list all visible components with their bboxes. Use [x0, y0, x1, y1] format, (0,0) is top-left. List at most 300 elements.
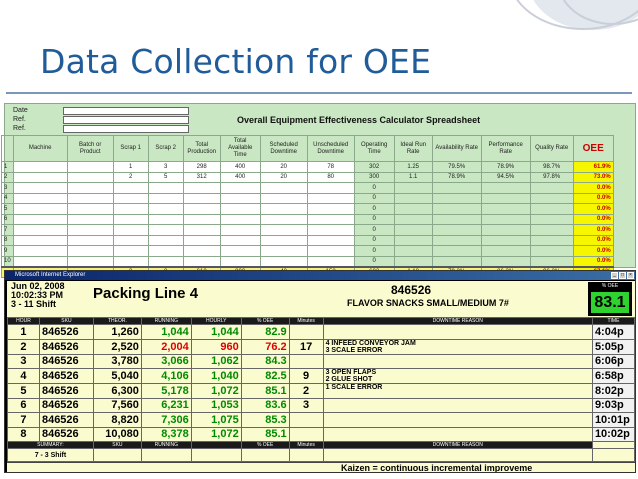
calculator-cell[interactable]: 1.1	[394, 172, 432, 183]
calculator-cell[interactable]	[260, 183, 307, 194]
calculator-cell[interactable]	[260, 235, 307, 246]
header-ideal-run-rate: Ideal Run Rate	[394, 136, 432, 162]
board-row	[8, 427, 635, 442]
board-theor-cell: 2,520	[93, 339, 141, 354]
calculator-cell[interactable]: 0	[354, 193, 394, 204]
calculator-cell[interactable]	[113, 193, 148, 204]
board-hour-cell: 3	[8, 354, 40, 369]
calculator-cell[interactable]	[220, 214, 260, 225]
calculator-cell[interactable]	[148, 193, 183, 204]
calculator-cell[interactable]	[307, 256, 354, 267]
header-scheduled-downtime: Scheduled Downtime	[260, 136, 307, 162]
header-performance-rate: Performance Rate	[481, 136, 530, 162]
board-sku-cell: 846526	[39, 325, 93, 340]
ref-input[interactable]	[63, 116, 189, 124]
calculator-cell[interactable]	[530, 193, 573, 204]
header-minutes: Minutes	[289, 318, 323, 325]
oee-indicator	[588, 282, 632, 316]
header-oee: OEE	[573, 136, 613, 162]
calculator-cell[interactable]: 98.7%	[530, 162, 573, 173]
oee-cell[interactable]: 0.0%	[573, 235, 613, 246]
summary-header-running: RUNNING	[141, 442, 191, 449]
calculator-cell[interactable]: 20	[260, 172, 307, 183]
board-time-cell: 5:05p	[592, 339, 634, 354]
board-running-cell: 1,044	[141, 325, 191, 340]
slide-corner-decoration	[488, 0, 638, 38]
board-hour-cell: 8	[8, 427, 40, 442]
calculator-cell[interactable]: 0	[354, 204, 394, 215]
calculator-cell[interactable]: 1.25	[394, 162, 432, 173]
calculator-cell[interactable]: 400	[220, 172, 260, 183]
board-oee-cell: 85.3	[241, 413, 289, 428]
calculator-cell[interactable]	[481, 183, 530, 194]
calculator-cell[interactable]	[432, 256, 481, 267]
calculator-cell[interactable]	[394, 225, 432, 236]
calculator-row	[2, 193, 614, 204]
board-running-cell: 8,378	[141, 427, 191, 442]
calculator-cell[interactable]	[113, 225, 148, 236]
calculator-cell[interactable]	[13, 235, 67, 246]
calculator-cell[interactable]	[67, 183, 113, 194]
ref-input[interactable]	[63, 125, 189, 133]
board-rows	[8, 325, 635, 442]
calculator-cell[interactable]: 300	[354, 172, 394, 183]
downtime-reason-text: 1 SCALE ERROR	[325, 384, 383, 391]
calculator-cell[interactable]	[307, 246, 354, 257]
board-theor-cell: 3,780	[93, 354, 141, 369]
board-theor-cell: 5,040	[93, 369, 141, 384]
board-hour-cell: 2	[8, 339, 40, 354]
calculator-cell[interactable]: 302	[354, 162, 394, 173]
board-hour-cell: 6	[8, 398, 40, 413]
slide-title: Data Collection for OEE	[40, 42, 432, 81]
calculator-cell[interactable]	[183, 214, 220, 225]
calculator-cell[interactable]	[481, 214, 530, 225]
row-number-cell[interactable]: 10	[2, 256, 14, 267]
calculator-cell[interactable]	[432, 193, 481, 204]
calculator-cell[interactable]	[13, 162, 67, 173]
calculator-cell[interactable]	[113, 235, 148, 246]
downtime-reason-text: 4 INFEED CONVEYOR JAM	[325, 339, 416, 347]
calculator-cell[interactable]	[307, 214, 354, 225]
board-sku-cell: 846526	[39, 369, 93, 384]
header-theor: THEOR.	[93, 318, 141, 325]
oee-cell[interactable]: 0.0%	[573, 256, 613, 267]
board-time-cell: 9:03p	[592, 398, 634, 413]
calculator-cell[interactable]	[183, 235, 220, 246]
row-number-cell[interactable]: 2	[2, 172, 14, 183]
calculator-cell[interactable]: 79.5%	[432, 162, 481, 173]
board-row	[8, 398, 635, 413]
oee-cell[interactable]: 73.0%	[573, 172, 613, 183]
oee-cell[interactable]: 0.0%	[573, 193, 613, 204]
calculator-row	[2, 183, 614, 194]
row-number-cell[interactable]: 7	[2, 225, 14, 236]
calculator-cell[interactable]	[530, 246, 573, 257]
date-input[interactable]	[63, 107, 189, 115]
board-time-cell: 6:06p	[592, 354, 634, 369]
summary-header-downtime: DOWNTIME REASON	[323, 442, 592, 449]
calculator-cell[interactable]	[394, 214, 432, 225]
board-running-cell: 7,306	[141, 413, 191, 428]
board-hourly-cell: 1,075	[191, 413, 241, 428]
board-time-cell: 4:04p	[592, 325, 634, 340]
header-machine: Machine	[13, 136, 67, 162]
calculator-cell[interactable]	[530, 256, 573, 267]
header-scrap1: Scrap 1	[113, 136, 148, 162]
calculator-cell[interactable]	[432, 214, 481, 225]
calculator-cell[interactable]	[113, 246, 148, 257]
calculator-cell[interactable]	[530, 225, 573, 236]
board-sku-cell: 846526	[39, 413, 93, 428]
row-number-cell[interactable]: 1	[2, 162, 14, 173]
board-row	[8, 413, 635, 428]
kaizen-text: Kaizen = continuous incremental improveme	[341, 463, 533, 473]
calculator-cell[interactable]	[67, 204, 113, 215]
calculator-cell[interactable]	[307, 225, 354, 236]
calculator-cell[interactable]	[481, 256, 530, 267]
calculator-cell[interactable]	[481, 225, 530, 236]
board-running-cell: 5,178	[141, 384, 191, 399]
calculator-cell[interactable]	[530, 204, 573, 215]
calculator-cell[interactable]	[220, 256, 260, 267]
board-hour-cell: 4	[8, 369, 40, 384]
calculator-cell[interactable]	[432, 225, 481, 236]
calculator-cell[interactable]	[113, 183, 148, 194]
calculator-cell[interactable]: 0	[354, 225, 394, 236]
calculator-cell[interactable]	[260, 214, 307, 225]
board-time-cell: 8:02p	[592, 384, 634, 399]
meta-label-ref: Ref.	[13, 125, 26, 132]
calculator-cell[interactable]	[13, 225, 67, 236]
calculator-cell[interactable]	[67, 162, 113, 173]
calculator-cell[interactable]	[148, 214, 183, 225]
calculator-cell[interactable]: 80	[307, 172, 354, 183]
board-row	[8, 339, 635, 354]
calculator-cell[interactable]	[481, 246, 530, 257]
oee-cell[interactable]: 61.9%	[573, 162, 613, 173]
summary-header-label: SUMMARY:	[8, 442, 94, 449]
calculator-row	[2, 246, 614, 257]
calculator-cell[interactable]	[13, 214, 67, 225]
board-oee-cell: 82.5	[241, 369, 289, 384]
board-downtime-reason-cell	[323, 325, 592, 340]
row-number-cell[interactable]: 4	[2, 193, 14, 204]
board-oee-cell: 82.9	[241, 325, 289, 340]
summary-header-blank	[191, 442, 241, 449]
calculator-cell[interactable]: 400	[220, 162, 260, 173]
oee-indicator-value: 83.1	[591, 292, 629, 313]
calculator-row	[2, 162, 614, 173]
meta-label-date: Date	[13, 107, 28, 114]
calculator-cell[interactable]: 0	[354, 235, 394, 246]
calculator-cell[interactable]	[220, 183, 260, 194]
header-hourly: HOURLY	[191, 318, 241, 325]
calculator-header-row	[2, 136, 614, 162]
summary-header-row	[8, 442, 635, 449]
summary-header-oee: % OEE	[241, 442, 289, 449]
calculator-cell[interactable]	[220, 193, 260, 204]
header-oee: % OEE	[241, 318, 289, 325]
calculator-cell[interactable]: 0	[354, 183, 394, 194]
board-downtime-reason-cell	[323, 339, 592, 354]
board-oee-cell: 76.2	[241, 339, 289, 354]
board-hour-cell: 1	[8, 325, 40, 340]
calculator-row	[2, 235, 614, 246]
window-titlebar: Microsoft Internet Explorer	[5, 271, 635, 280]
calculator-cell[interactable]	[13, 183, 67, 194]
header-availability-rate: Availability Rate	[432, 136, 481, 162]
board-date: Jun 02, 2008	[11, 281, 65, 291]
board-time: 10:02:33 PM	[11, 290, 64, 300]
calculator-cell[interactable]	[13, 256, 67, 267]
board-hour-cell: 5	[8, 384, 40, 399]
header-running: RUNNING	[141, 318, 191, 325]
board-theor-cell: 8,820	[93, 413, 141, 428]
browser-window	[4, 270, 636, 473]
calculator-cell[interactable]: 94.5%	[481, 172, 530, 183]
calculator-cell[interactable]	[260, 246, 307, 257]
board-shift: 3 - 11 Shift	[11, 299, 57, 309]
product-name: FLAVOR SNACKS SMALL/MEDIUM 7#	[347, 298, 509, 308]
board-downtime-reason-cell	[323, 384, 592, 399]
board-minutes-cell	[289, 354, 323, 369]
calculator-cell[interactable]	[148, 235, 183, 246]
board-downtime-reason-cell	[323, 369, 592, 384]
header-scrap2: Scrap 2	[148, 136, 183, 162]
board-hourly-cell: 1,053	[191, 398, 241, 413]
header-quality-rate: Quality Rate	[530, 136, 573, 162]
board-sku-cell: 846526	[39, 384, 93, 399]
minimize-icon[interactable]: _	[611, 272, 618, 279]
board-hourly-cell: 1,072	[191, 384, 241, 399]
board-sku-cell: 846526	[39, 339, 93, 354]
calculator-cell[interactable]	[307, 235, 354, 246]
calculator-cell[interactable]	[394, 204, 432, 215]
board-datetime	[11, 282, 65, 309]
board-downtime-reason-cell	[323, 354, 592, 369]
header-sku: SKU	[39, 318, 93, 325]
row-number-cell[interactable]: 6	[2, 214, 14, 225]
board-oee-cell: 85.1	[241, 384, 289, 399]
header-hour: HOUR	[8, 318, 40, 325]
board-minutes-cell	[289, 325, 323, 340]
close-icon[interactable]: ×	[627, 272, 634, 279]
calculator-cell[interactable]	[394, 246, 432, 257]
calculator-cell[interactable]	[67, 246, 113, 257]
calculator-cell[interactable]: 0	[354, 246, 394, 257]
calculator-cell[interactable]	[220, 204, 260, 215]
header-time: TIME	[592, 318, 634, 325]
calculator-cell[interactable]	[67, 172, 113, 183]
oee-cell[interactable]: 0.0%	[573, 183, 613, 194]
calculator-cell[interactable]	[220, 246, 260, 257]
oee-cell[interactable]: 0.0%	[573, 246, 613, 257]
calculator-cell[interactable]	[394, 193, 432, 204]
calculator-cell[interactable]	[394, 235, 432, 246]
calculator-cell[interactable]	[148, 204, 183, 215]
calculator-title: Overall Equipment Effectiveness Calculator Spreadsheet	[237, 115, 481, 125]
calculator-cell[interactable]	[67, 193, 113, 204]
board-time-cell: 10:01p	[592, 413, 634, 428]
board-sku-cell: 846526	[39, 427, 93, 442]
calculator-cell[interactable]	[481, 204, 530, 215]
header-total-available-time: Total Available Time	[220, 136, 260, 162]
board-downtime-reason-cell	[323, 413, 592, 428]
board-running-cell: 4,106	[141, 369, 191, 384]
calculator-cell[interactable]	[260, 225, 307, 236]
oee-cell[interactable]: 0.0%	[573, 225, 613, 236]
calculator-cell[interactable]	[432, 204, 481, 215]
calculator-cell[interactable]: 312	[183, 172, 220, 183]
board-hour-cell: 7	[8, 413, 40, 428]
calculator-cell[interactable]	[148, 246, 183, 257]
calculator-cell[interactable]: 298	[183, 162, 220, 173]
calculator-cell[interactable]	[67, 225, 113, 236]
oee-cell[interactable]: 0.0%	[573, 214, 613, 225]
calculator-cell[interactable]	[148, 256, 183, 267]
calculator-cell[interactable]	[13, 246, 67, 257]
calculator-cell[interactable]	[13, 204, 67, 215]
calculator-cell[interactable]: 78	[307, 162, 354, 173]
board-oee-cell: 83.6	[241, 398, 289, 413]
board-minutes-cell: 3	[289, 398, 323, 413]
row-number-header	[2, 136, 14, 162]
board-theor-cell: 1,260	[93, 325, 141, 340]
summary-row	[8, 449, 635, 462]
board-hourly-cell: 1,040	[191, 369, 241, 384]
row-number-cell[interactable]: 9	[2, 246, 14, 257]
calculator-cell[interactable]	[113, 214, 148, 225]
board-oee-cell: 84.3	[241, 354, 289, 369]
row-number-cell[interactable]: 3	[2, 183, 14, 194]
board-time-cell: 10:02p	[592, 427, 634, 442]
board-oee-cell: 85.1	[241, 427, 289, 442]
calculator-cell[interactable]	[67, 214, 113, 225]
calculator-cell[interactable]: 97.8%	[530, 172, 573, 183]
board-minutes-cell: 9	[289, 369, 323, 384]
maximize-icon[interactable]: □	[620, 272, 625, 278]
calculator-cell[interactable]	[183, 246, 220, 257]
summary-header-time-blank	[592, 442, 634, 449]
board-minutes-cell: 2	[289, 384, 323, 399]
header-operating-time: Operating Time	[354, 136, 394, 162]
calculator-cell[interactable]	[113, 204, 148, 215]
calculator-cell[interactable]	[260, 256, 307, 267]
calculator-cell[interactable]	[307, 204, 354, 215]
calculator-cell[interactable]	[220, 235, 260, 246]
calculator-cell[interactable]	[307, 183, 354, 194]
calculator-cell[interactable]: 2	[113, 172, 148, 183]
calculator-cell[interactable]	[148, 183, 183, 194]
calculator-cell[interactable]: 1	[113, 162, 148, 173]
board-theor-cell: 6,300	[93, 384, 141, 399]
board-minutes-cell	[289, 413, 323, 428]
header-batch: Batch or Product	[67, 136, 113, 162]
board-sku-cell: 846526	[39, 398, 93, 413]
downtime-reason-text: 2 GLUE SHOT	[325, 376, 373, 383]
calculator-cell[interactable]: 5	[148, 172, 183, 183]
oee-indicator-label: % OEE	[601, 283, 619, 289]
calculator-cell[interactable]: 78.9%	[432, 172, 481, 183]
board-hourly-cell: 1,044	[191, 325, 241, 340]
calculator-cell[interactable]	[113, 256, 148, 267]
calculator-cell[interactable]	[67, 235, 113, 246]
calculator-cell[interactable]: 78.9%	[481, 162, 530, 173]
board-hourly-cell: 1,072	[191, 427, 241, 442]
board-row	[8, 325, 635, 340]
downtime-reason-text: 3 SCALE ERROR	[325, 346, 383, 354]
header-downtime-reason: DOWNTIME REASON	[323, 318, 592, 325]
board-theor-cell: 7,560	[93, 398, 141, 413]
board-row	[8, 384, 635, 399]
board-running-cell: 6,231	[141, 398, 191, 413]
calculator-row	[2, 204, 614, 215]
calculator-row	[2, 256, 614, 267]
oee-cell[interactable]: 0.0%	[573, 204, 613, 215]
board-hourly-cell: 1,062	[191, 354, 241, 369]
board-running-cell: 3,066	[141, 354, 191, 369]
calculator-cell[interactable]	[530, 183, 573, 194]
calculator-cell[interactable]	[394, 256, 432, 267]
calculator-cell[interactable]	[67, 256, 113, 267]
board-running-cell: 2,004	[141, 339, 191, 354]
calculator-cell[interactable]	[307, 193, 354, 204]
board-header-row	[8, 318, 635, 325]
calculator-cell[interactable]	[432, 246, 481, 257]
summary-header-minutes: Minutes	[289, 442, 323, 449]
calculator-cell[interactable]	[148, 225, 183, 236]
row-number-cell[interactable]: 8	[2, 235, 14, 246]
calculator-cell[interactable]: 0	[354, 214, 394, 225]
board-hourly-cell: 960	[191, 339, 241, 354]
title-divider	[6, 92, 632, 94]
calculator-cell[interactable]	[260, 204, 307, 215]
calculator-cell[interactable]	[481, 193, 530, 204]
production-board	[7, 281, 635, 472]
calculator-cell[interactable]	[183, 193, 220, 204]
calculator-cell[interactable]	[183, 225, 220, 236]
calculator-cell[interactable]	[183, 183, 220, 194]
calculator-cell[interactable]	[530, 214, 573, 225]
row-number-cell[interactable]: 5	[2, 204, 14, 215]
header-total-production: Total Production	[183, 136, 220, 162]
calculator-cell[interactable]	[432, 235, 481, 246]
kaizen-ticker	[7, 462, 635, 472]
calculator-cell[interactable]: 3	[148, 162, 183, 173]
board-row	[8, 354, 635, 369]
calculator-cell[interactable]	[183, 204, 220, 215]
calculator-cell[interactable]	[530, 235, 573, 246]
order-number: 846526	[391, 283, 432, 297]
summary-header-sku: SKU	[93, 442, 141, 449]
meta-label-ref: Ref.	[13, 116, 26, 123]
calculator-cell[interactable]	[394, 183, 432, 194]
calculator-cell[interactable]	[260, 193, 307, 204]
calculator-cell[interactable]: 20	[260, 162, 307, 173]
calculator-cell[interactable]: 0	[354, 256, 394, 267]
calculator-cell[interactable]	[13, 172, 67, 183]
summary-shift-label: 7 - 3 Shift	[8, 449, 94, 462]
downtime-reason-text: 3 OPEN FLAPS	[325, 369, 377, 376]
calculator-cell[interactable]	[183, 256, 220, 267]
board-sku-cell: 846526	[39, 354, 93, 369]
calculator-cell[interactable]	[220, 225, 260, 236]
calculator-cell[interactable]	[481, 235, 530, 246]
board-downtime-reason-cell	[323, 427, 592, 442]
calculator-cell[interactable]	[432, 183, 481, 194]
calculator-cell[interactable]	[13, 193, 67, 204]
